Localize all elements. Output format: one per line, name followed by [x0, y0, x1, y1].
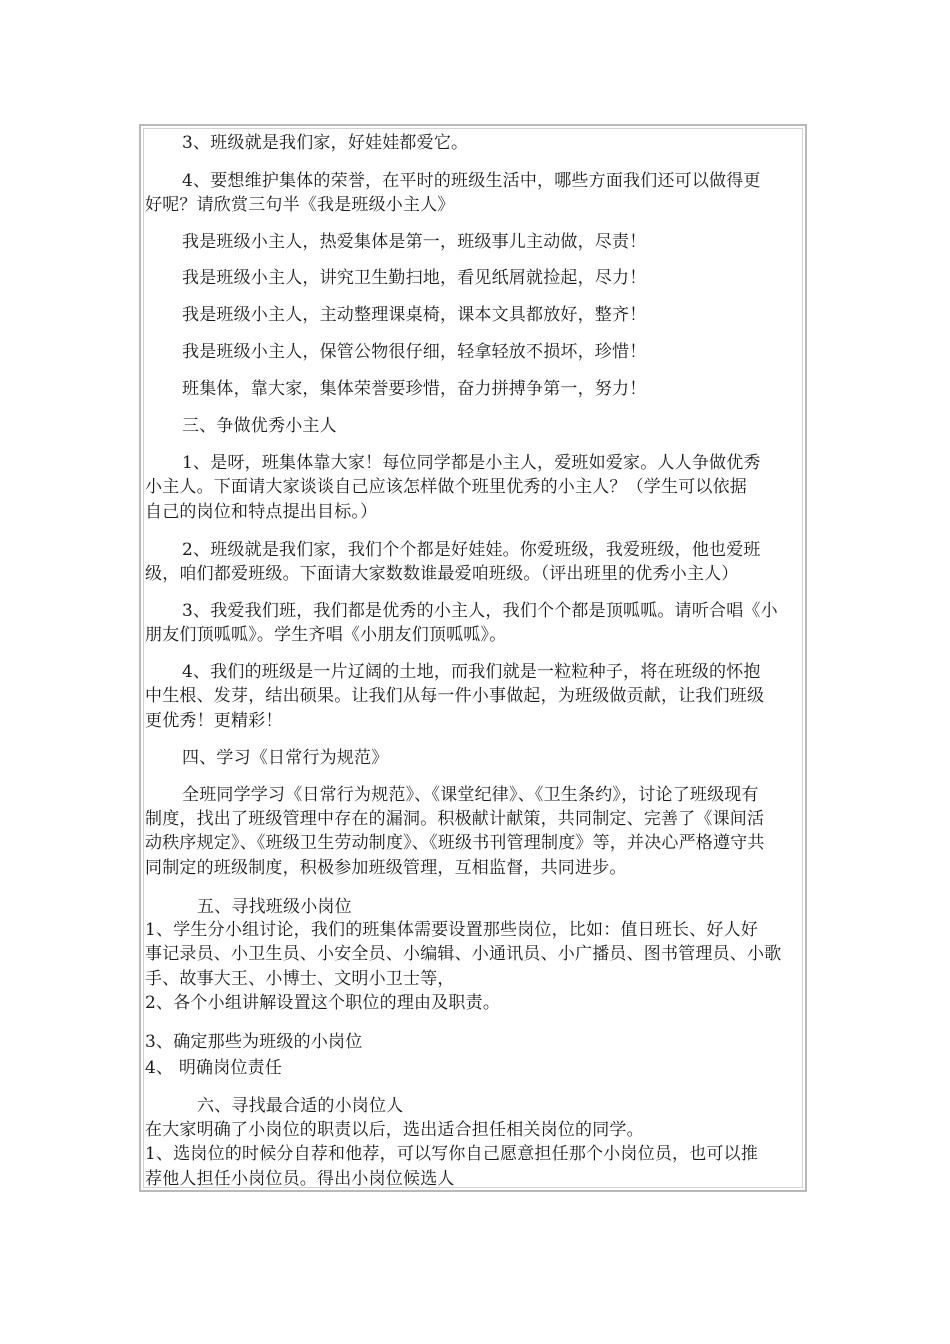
text-line: 4、我们的班级是一片辽阔的土地，而我们就是一粒粒种子，将在班级的怀抱	[182, 662, 761, 682]
text-line: 小主人。下面请大家谈谈自己应该怎样做个班里优秀的小主人？（学生可以依据	[145, 477, 747, 497]
text-line: 中生根、发芽，结出硕果。让我们从每一件小事做起，为班级做贡献，让我们班级	[145, 686, 765, 706]
text-line: 事记录员、小卫生员、小安全员、小编辑、小通讯员、小广播员、图书管理员、小歌	[145, 944, 782, 964]
text-line: 1、学生分小组讨论，我们的班集体需要设置那些岗位，比如：值日班长、好人好	[145, 920, 759, 940]
text-line: 同制定的班级制度，积极参加班级管理，互相监督，共同进步。	[145, 858, 627, 878]
content-frame	[139, 124, 807, 1192]
text-line: 手、故事大王、小博士、文明小卫士等，	[145, 969, 455, 989]
text-line: 更优秀！更精彩！	[145, 711, 283, 731]
text-line: 我是班级小主人，主动整理课桌椅，课本文具都放好，整齐！	[182, 305, 647, 325]
text-line: 动秩序规定》、《班级卫生劳动制度》、《班级书刊管理制度》等，并决心严格遵守共	[145, 833, 765, 853]
text-line: 自己的岗位和特点提出目标。）	[145, 502, 378, 522]
text-line: 1、选岗位的时候分自荐和他荐，可以写你自己愿意担任那个小岗位员，也可以推	[145, 1144, 759, 1164]
section-heading: 四、学习《日常行为规范》	[182, 748, 389, 768]
text-line: 3、确定那些为班级的小岗位	[145, 1032, 363, 1052]
text-line: 级，咱们都爱班级。下面请大家数数谁最爱咱班级。（评出班里的优秀小主人）	[145, 564, 739, 584]
text-line: 2、班级就是我们家，我们个个都是好娃娃。你爱班级，我爱班级，他也爱班	[182, 540, 761, 560]
section-heading: 五、寻找班级小岗位	[197, 897, 352, 917]
text-line: 全班同学学习《日常行为规范》、《课堂纪律》、《卫生条约》，讨论了班级现有	[182, 785, 759, 805]
text-line: 3、我爱我们班，我们都是优秀的小主人，我们个个都是顶呱呱。请听合唱《小	[182, 601, 778, 621]
text-line: 制度，找出了班级管理中存在的漏洞。积极献计献策，共同制定、完善了《课间活	[145, 809, 765, 829]
text-line: 在大家明确了小岗位的职责以后，选出适合担任相关岗位的同学。	[145, 1120, 644, 1140]
section-heading: 六、寻找最合适的小岗位人	[197, 1096, 404, 1116]
text-line: 3、班级就是我们家，好娃娃都爱它。	[182, 133, 469, 153]
text-line: 我是班级小主人，讲究卫生勤扫地，看见纸屑就捡起，尽力！	[182, 268, 647, 288]
text-line: 4、要想维护集体的荣誉，在平时的班级生活中，哪些方面我们还可以做得更	[182, 171, 761, 191]
text-line: 2、各个小组讲解设置这个职位的理由及职责。	[145, 993, 501, 1013]
text-line: 朋友们顶呱呱》。学生齐唱《小朋友们顶呱呱》。	[145, 625, 507, 645]
text-line: 荐他人担任小岗位员。得出小岗位候选人	[145, 1169, 455, 1189]
section-heading: 三、争做优秀小主人	[182, 416, 337, 436]
text-line: 1、是呀，班集体靠大家！每位同学都是小主人，爱班如爱家。人人争做优秀	[182, 453, 761, 473]
text-line: 我是班级小主人，保管公物很仔细，轻拿轻放不损坏，珍惜！	[182, 342, 647, 362]
text-line: 好呢？请欣赏三句半《我是班级小主人》	[145, 195, 455, 215]
text-line: 4、 明确岗位责任	[145, 1058, 283, 1078]
text-line: 班集体，靠大家，集体荣誉要珍惜，奋力拼搏争第一，努力！	[182, 379, 647, 399]
text-line: 我是班级小主人，热爱集体是第一，班级事儿主动做，尽责！	[182, 232, 647, 252]
